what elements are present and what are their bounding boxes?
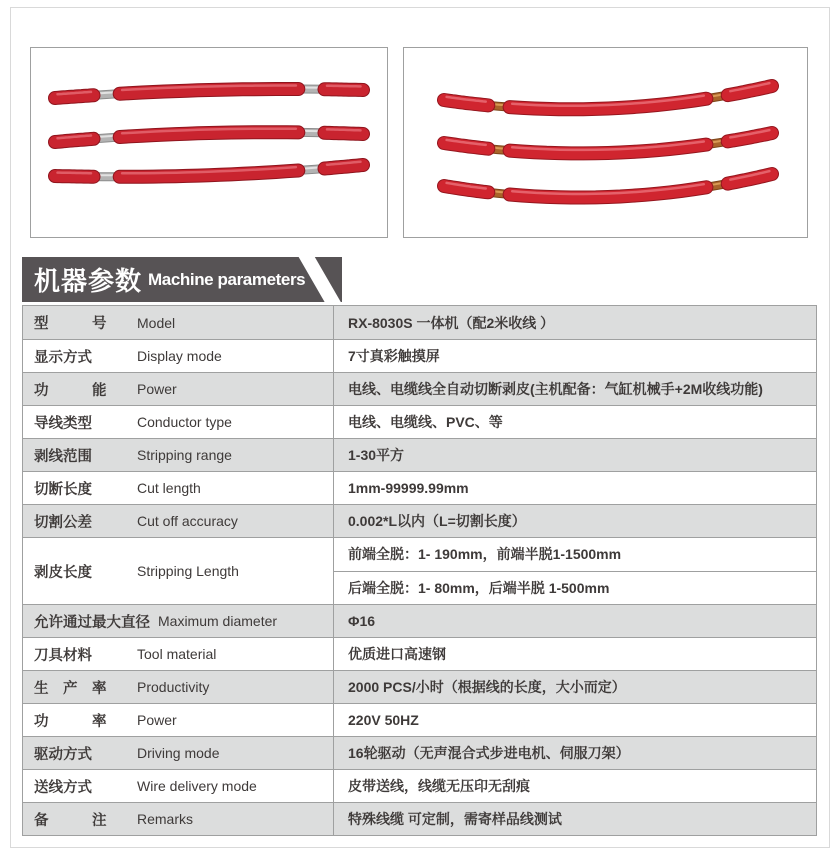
table-row <box>23 438 816 471</box>
param-value-cell <box>334 770 816 802</box>
param-value-cell <box>334 803 816 835</box>
param-name-en: Cut off accuracy <box>137 513 238 529</box>
param-label-cell <box>23 638 334 670</box>
param-value: 220V 50HZ <box>348 712 419 728</box>
param-name-en: Remarks <box>137 811 194 827</box>
table-row <box>23 670 816 703</box>
table-row <box>23 306 816 339</box>
param-name-en: Stripping range <box>137 447 232 463</box>
param-name-en: Maximum diameter <box>158 613 278 629</box>
param-value-cell <box>334 704 816 736</box>
param-value: 7寸真彩触摸屏 <box>348 348 440 364</box>
param-label-cell <box>23 406 334 438</box>
param-value-cell <box>334 605 816 637</box>
param-value: 特殊线缆 可定制，需寄样品线测试 <box>348 811 562 827</box>
param-value: 后端全脱：1- 80mm，后端半脱 1-500mm <box>348 579 610 596</box>
param-label-cell <box>23 605 334 637</box>
param-label-cell <box>23 671 334 703</box>
param-name-en: Tool material <box>137 646 217 662</box>
param-value: 2000 PCS/小时（根据线的长度，大小而定） <box>348 679 626 695</box>
param-name-zh: 功 能 <box>34 382 107 399</box>
param-name-zh: 切断长度 <box>34 481 92 498</box>
param-subvalue-row <box>334 538 816 571</box>
machine-parameters-table <box>22 305 817 836</box>
param-value-cell <box>334 671 816 703</box>
param-name-en: Model <box>137 314 176 331</box>
param-name-zh: 送线方式 <box>34 779 92 796</box>
param-label-cell <box>23 373 334 405</box>
param-label-cell <box>23 505 334 537</box>
product-photo-left <box>30 47 388 238</box>
param-name-en: Cut length <box>137 480 201 496</box>
cable-illustration-copper <box>404 48 807 237</box>
param-label-cell <box>23 538 334 604</box>
table-row <box>23 471 816 504</box>
param-label-cell <box>23 340 334 372</box>
banner-title-en: Machine parameters <box>148 269 306 289</box>
table-row <box>23 537 816 604</box>
table-row <box>23 372 816 405</box>
param-value-cell <box>334 638 816 670</box>
param-label-cell <box>23 306 334 339</box>
param-name-en: Display mode <box>137 348 222 364</box>
param-value-cell <box>334 406 816 438</box>
param-name-zh: 型 号 <box>34 316 107 332</box>
product-photo-right <box>403 47 808 238</box>
param-subvalue-row <box>334 571 816 605</box>
table-row <box>23 769 816 802</box>
param-label-cell <box>23 704 334 736</box>
table-row <box>23 736 816 769</box>
table-row <box>23 637 816 670</box>
table-row <box>23 703 816 736</box>
param-value: 优质进口高速钢 <box>348 646 446 662</box>
banner-title-zh: 机器参数 <box>34 266 143 296</box>
param-value: 1mm-99999.99mm <box>348 480 469 496</box>
param-name-en: Productivity <box>137 679 210 695</box>
param-value: Φ16 <box>348 613 376 629</box>
table-row <box>23 504 816 537</box>
param-name-zh: 生 产 率 <box>34 680 107 697</box>
param-value: 16轮驱动（无声混合式步进电机、伺服刀架） <box>348 745 630 761</box>
param-label-cell <box>23 737 334 769</box>
param-name-en: Power <box>137 712 177 728</box>
param-value: RX-8030S 一体机（配2米收线 ） <box>348 314 555 331</box>
section-banner <box>22 257 342 302</box>
table-row <box>23 802 816 835</box>
param-label-cell <box>23 770 334 802</box>
param-name-zh: 功 率 <box>34 713 107 730</box>
param-value: 电线、电缆线、PVC、等 <box>348 414 503 430</box>
param-value: 前端全脱：1- 190mm，前端半脱1-1500mm <box>348 546 622 563</box>
param-name-en: Conductor type <box>137 414 232 430</box>
param-name-en: Stripping Length <box>137 563 239 579</box>
param-value: 电线、电缆线全自动切断剥皮(主机配备：气缸机械手+2M收线功能) <box>348 381 763 397</box>
param-name-zh: 剥皮长度 <box>34 564 92 581</box>
param-name-zh: 刀具材料 <box>34 647 92 664</box>
param-label-cell <box>23 439 334 471</box>
param-name-zh: 导线类型 <box>34 415 92 432</box>
param-label-cell <box>23 472 334 504</box>
table-row <box>23 339 816 372</box>
param-value: 1-30平方 <box>348 447 405 463</box>
param-name-zh: 显示方式 <box>34 349 92 366</box>
table-row <box>23 604 816 637</box>
table-row <box>23 405 816 438</box>
param-label-cell <box>23 803 334 835</box>
param-value-cell <box>334 472 816 504</box>
param-name-zh: 剥线范围 <box>34 448 92 465</box>
param-value: 0.002*L以内（L=切割长度） <box>348 513 526 529</box>
param-value-cell <box>334 340 816 372</box>
param-value-cell <box>334 737 816 769</box>
param-name-en: Wire delivery mode <box>137 778 257 794</box>
param-name-en: Power <box>137 381 177 397</box>
param-name-zh: 备 注 <box>34 812 107 829</box>
param-name-en: Driving mode <box>137 745 220 761</box>
param-value-cell <box>334 439 816 471</box>
param-value: 皮带送线，线缆无压印无刮痕 <box>348 778 530 794</box>
param-name-zh: 切割公差 <box>34 514 92 531</box>
param-value-cell <box>334 306 816 339</box>
param-value-cell <box>334 373 816 405</box>
cable-illustration-silver <box>31 48 387 237</box>
param-name-zh: 驱动方式 <box>34 746 92 763</box>
param-name-zh: 允许通过最大直径 <box>34 614 150 631</box>
param-value-cell <box>334 505 816 537</box>
param-value-cell <box>334 538 816 604</box>
